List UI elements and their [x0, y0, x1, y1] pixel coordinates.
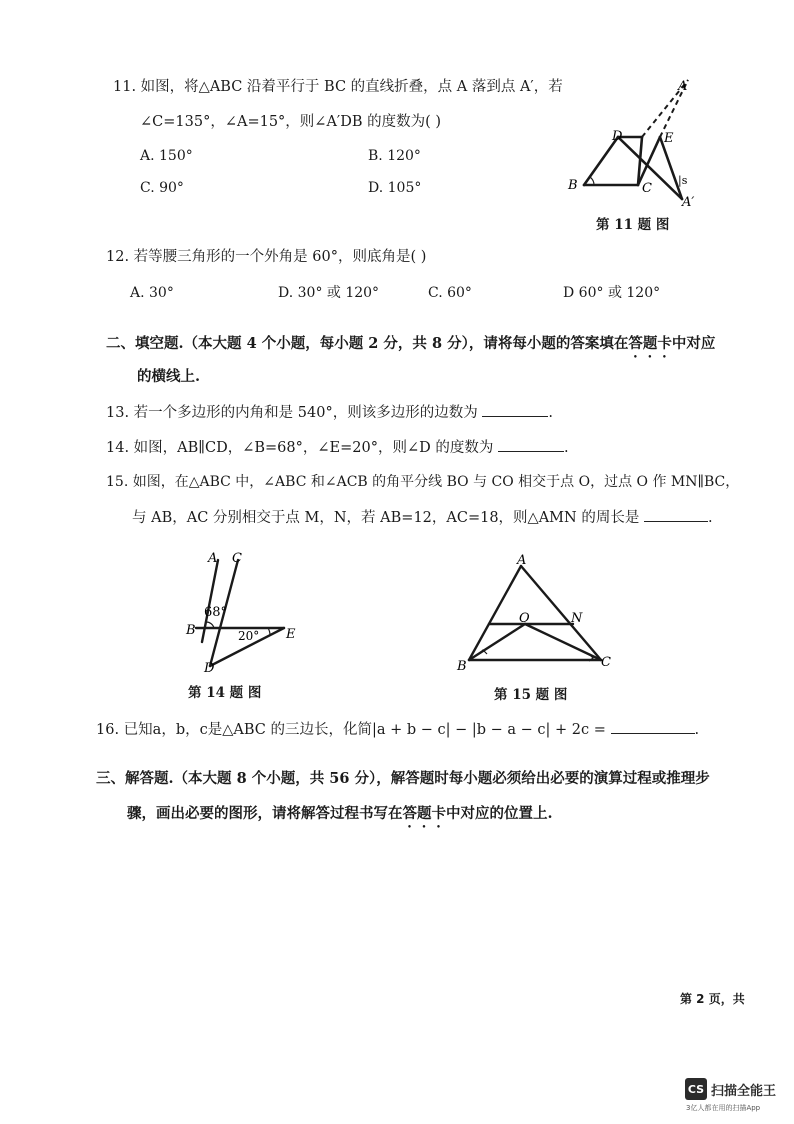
- section3-line2-post: 中对应的位置上.: [446, 805, 553, 822]
- q11-option-b: B. 120°: [368, 148, 421, 164]
- fig14-label-c: C: [232, 551, 242, 566]
- section3-line2-pre: 骤，画出必要的图形，请将解答过程书写在: [127, 805, 403, 822]
- fig11-label-a: A: [678, 79, 688, 94]
- q12-option-d: D 60° 或 120°: [563, 285, 661, 301]
- figure-14-diagram: [180, 548, 330, 678]
- q12-line1: 12. 若等腰三角形的一个外角是 60°，则底角是( ): [106, 249, 427, 265]
- q16-answer-blank[interactable]: [611, 719, 695, 734]
- q11-option-c: C. 90°: [140, 180, 184, 196]
- q14-answer-blank[interactable]: [498, 437, 564, 452]
- section2-line2: 的横线上.: [137, 368, 201, 385]
- fig14-label-e: E: [286, 627, 296, 642]
- q15-line1: 15. 如图，在△ABC 中，∠ABC 和∠ACB 的角平分线 BO 与 CO 相交于点 O，过点 O 作 MN∥BC，: [106, 474, 740, 490]
- fig14-angle-b: 68°: [204, 605, 228, 620]
- section3-emphasis: 答题卡: [402, 805, 446, 822]
- section2-heading-tail: 中对应: [671, 335, 716, 352]
- section3-line1: 三、解答题.（本大题 8 个小题，共 56 分），解答题时每小题必须给出必要的演算过程或推理步: [96, 770, 710, 787]
- figure-15: [455, 552, 625, 677]
- q13-text: 13. 若一个多边形的内角和是 540°，则该多边形的边数为: [106, 405, 478, 421]
- fig14-label-b: B: [186, 623, 196, 638]
- q14-line: [106, 437, 569, 458]
- figure-15-diagram: [455, 552, 625, 677]
- section2-emphasis: 答题卡: [628, 335, 672, 352]
- q12-option-a: A. 30°: [130, 285, 174, 301]
- q11-line2: ∠C=135°，∠A=15°，则∠A′DB 的度数为( ): [140, 114, 442, 130]
- q13-end: .: [548, 405, 553, 421]
- scanner-app-name: 扫描全能王: [711, 1083, 777, 1099]
- q12-option-c: C. 60°: [428, 285, 472, 301]
- section3-line2: [127, 804, 553, 831]
- scanner-watermark: [685, 1078, 776, 1100]
- q14-text: 14. 如图，AB∥CD，∠B=68°，∠E=20°，则∠D 的度数为: [106, 440, 494, 456]
- q14-end: .: [563, 440, 569, 456]
- q16-end: .: [694, 722, 700, 738]
- fig15-label-b: B: [457, 659, 467, 674]
- scanner-slogan: 3亿人都在用的扫描App: [686, 1104, 761, 1112]
- q15-end: .: [707, 510, 713, 526]
- fig14-label-d: D: [204, 661, 215, 676]
- fig14-angle-e: 20°: [238, 629, 260, 643]
- q15-text: 与 AB，AC 分别相交于点 M，N，若 AB=12，AC=18，则△AMN 的周长是: [132, 510, 640, 526]
- fig15-label-o: O: [519, 611, 530, 626]
- fig11-label-d: D: [612, 129, 623, 144]
- camscanner-logo-icon: CS: [685, 1078, 707, 1100]
- q11-option-d: D. 105°: [368, 180, 422, 196]
- fig14-caption: 第 14 题 图: [188, 685, 262, 701]
- fig15-label-c: C: [601, 655, 611, 670]
- q11-option-a: A. 150°: [140, 148, 193, 164]
- q16-text: 16. 已知a，b，c是△ABC 的三边长，化简|a + b − c| − |b − a − c| + 2c =: [96, 722, 606, 738]
- fig15-caption: 第 15 题 图: [494, 687, 568, 703]
- q13-answer-blank[interactable]: [482, 402, 548, 417]
- q16-line: [96, 719, 699, 740]
- figure-11: [560, 72, 710, 212]
- figure-14: [180, 548, 330, 678]
- q12-option-b: D. 30° 或 120°: [278, 285, 380, 301]
- fig14-label-a: A: [208, 551, 218, 566]
- fig11-label-b: B: [568, 178, 578, 193]
- page-number: 第 2 页，共: [680, 992, 745, 1006]
- fig11-caption: 第 11 题 图: [596, 217, 670, 233]
- fig15-label-n: N: [571, 611, 583, 626]
- q13-line: [106, 402, 553, 423]
- fig11-label-e: E: [664, 131, 674, 146]
- fig11-label-mark: |s: [678, 174, 688, 187]
- fig11-label-c: C: [642, 181, 652, 196]
- q11-line1: 11. 如图，将△ABC 沿着平行于 BC 的直线折叠，点 A 落到点 A′，若: [113, 79, 563, 95]
- section2-heading: [106, 334, 715, 361]
- section2-heading-text: 二、填空题.（本大题 4 个小题，每小题 2 分，共 8 分），请将每小题的答案填在: [106, 335, 629, 352]
- fig15-label-a: A: [517, 553, 527, 568]
- q15-answer-blank[interactable]: [644, 507, 708, 522]
- figure-11-diagram: [560, 72, 710, 212]
- q15-line2: [132, 507, 713, 528]
- fig11-label-a-prime: A′: [682, 195, 695, 210]
